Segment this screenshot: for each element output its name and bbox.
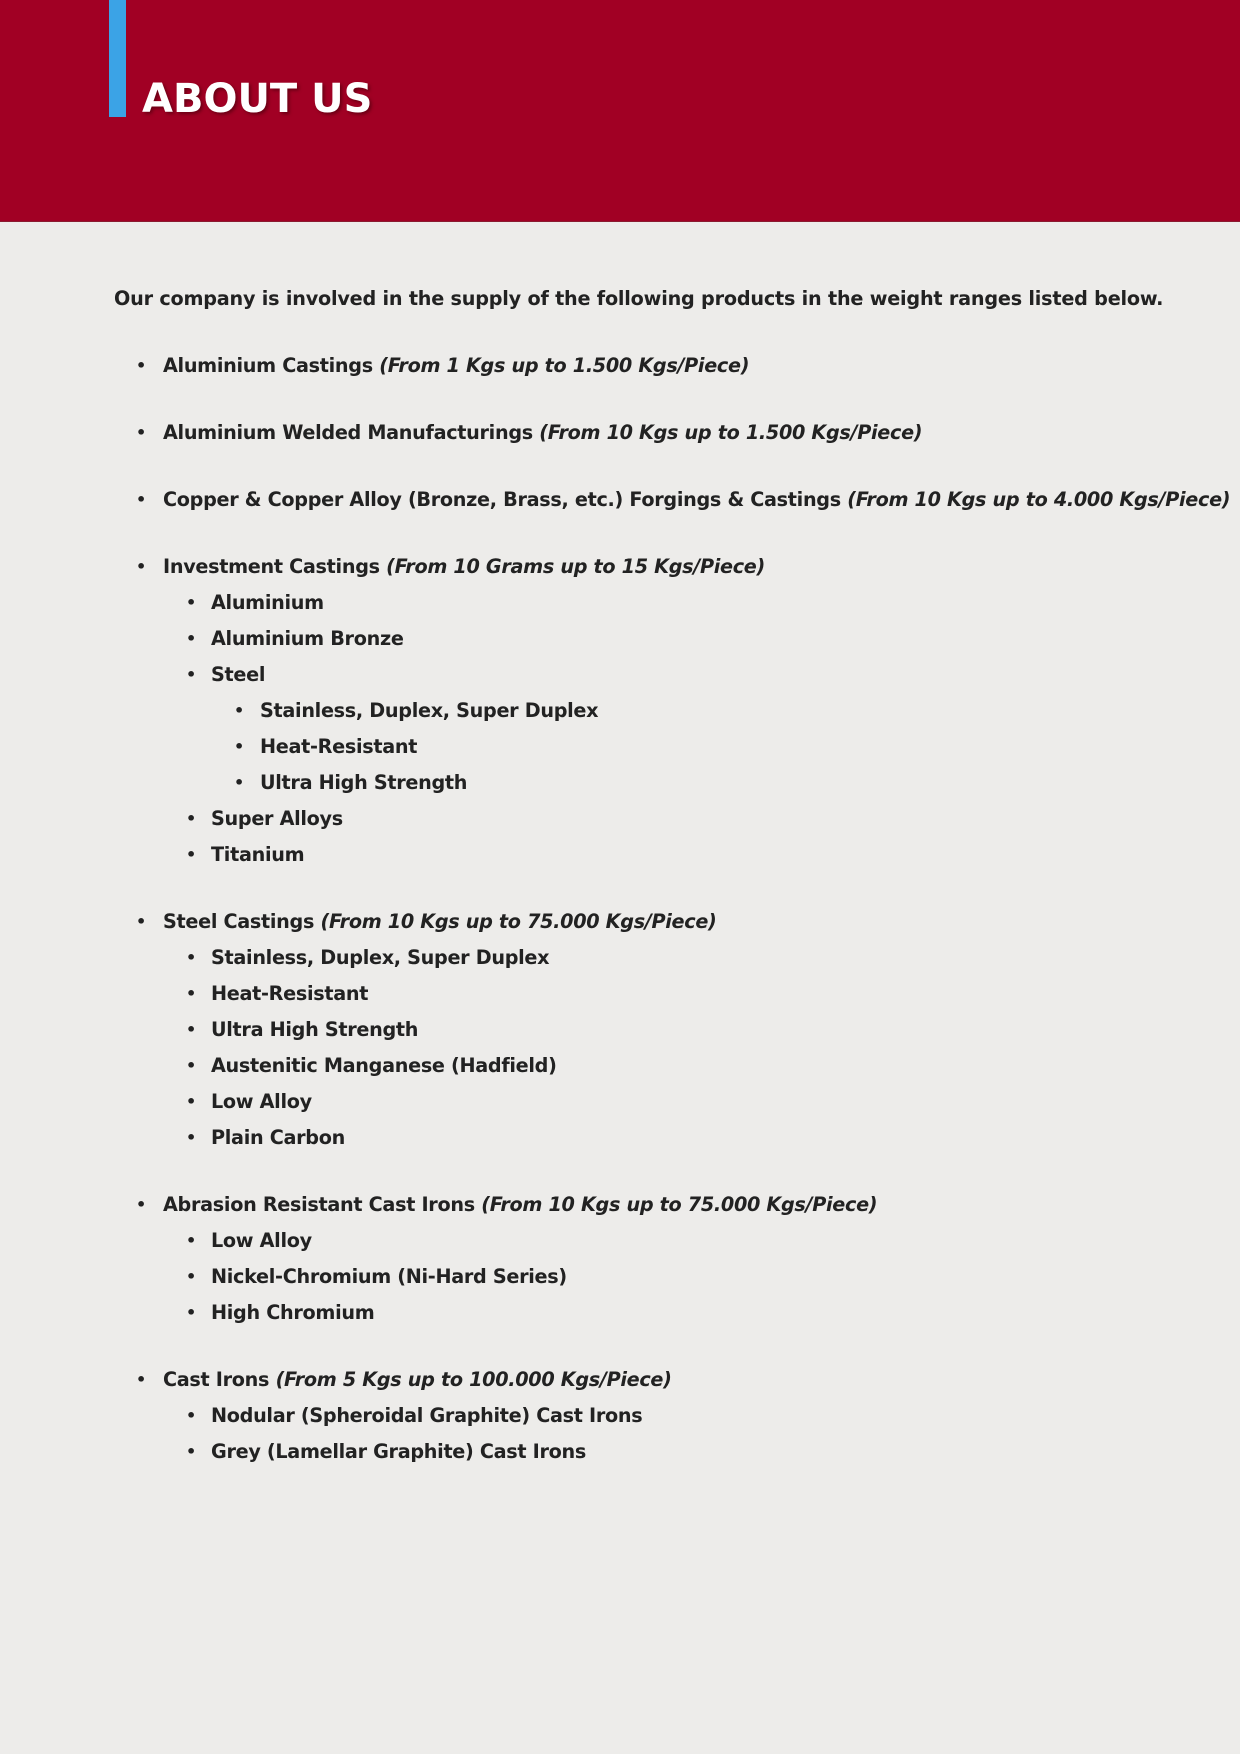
product-name: Aluminium Bronze bbox=[211, 627, 404, 650]
product-subitem bbox=[114, 1120, 1214, 1156]
list-item-row bbox=[114, 904, 1214, 940]
weight-range: (From 10 Kgs up to 1.500 Kgs/Piece) bbox=[539, 421, 923, 444]
product-name: Stainless, Duplex, Super Duplex bbox=[260, 699, 599, 722]
list-item-row bbox=[114, 693, 1214, 729]
product-item bbox=[114, 482, 1231, 518]
product-name: Heat-Resistant bbox=[260, 735, 418, 758]
product-subitem bbox=[114, 1398, 1214, 1434]
product-name: Aluminium bbox=[211, 591, 324, 614]
bullet-icon: • bbox=[234, 773, 244, 792]
product-name: Investment Castings bbox=[163, 555, 380, 578]
bullet-icon: • bbox=[136, 423, 146, 442]
list-item-row bbox=[114, 801, 1214, 837]
weight-range: (From 10 Grams up to 15 Kgs/Piece) bbox=[386, 555, 765, 578]
list-item-row bbox=[114, 1259, 1214, 1295]
bullet-icon: • bbox=[136, 1195, 146, 1214]
product-name: Heat-Resistant bbox=[211, 982, 369, 1005]
bullet-icon: • bbox=[136, 490, 146, 509]
bullet-icon: • bbox=[234, 701, 244, 720]
product-subitem bbox=[114, 976, 1214, 1012]
page-title: ABOUT US bbox=[142, 76, 373, 122]
header-accent-bar bbox=[109, 0, 126, 117]
bullet-icon: • bbox=[186, 1406, 196, 1425]
weight-range: (From 10 Kgs up to 75.000 Kgs/Piece) bbox=[320, 910, 717, 933]
list-item-row bbox=[114, 765, 1214, 801]
bullet-icon: • bbox=[186, 1056, 196, 1075]
product-item bbox=[114, 348, 1214, 384]
list-item-row bbox=[114, 348, 1214, 384]
bullet-icon: • bbox=[186, 1442, 196, 1461]
product-subitem bbox=[114, 657, 1214, 801]
bullet-icon: • bbox=[136, 557, 146, 576]
weight-range: (From 10 Kgs up to 4.000 Kgs/Piece) bbox=[847, 488, 1231, 511]
page-header bbox=[0, 0, 1240, 222]
product-name: Low Alloy bbox=[211, 1229, 312, 1252]
sub-list bbox=[114, 585, 1214, 873]
product-name: Titanium bbox=[211, 843, 305, 866]
product-subitem bbox=[114, 1048, 1214, 1084]
weight-range: (From 5 Kgs up to 100.000 Kgs/Piece) bbox=[275, 1368, 672, 1391]
product-item bbox=[114, 549, 1214, 873]
product-name: Steel bbox=[211, 663, 266, 686]
product-item bbox=[114, 1362, 1214, 1470]
product-name: Ultra High Strength bbox=[260, 771, 468, 794]
product-name: Cast Irons bbox=[163, 1368, 270, 1391]
bullet-icon: • bbox=[186, 1303, 196, 1322]
sub-list bbox=[114, 1398, 1214, 1470]
product-subsubitem bbox=[114, 729, 1214, 765]
list-item-row bbox=[114, 1223, 1214, 1259]
bullet-icon: • bbox=[136, 356, 146, 375]
product-subitem bbox=[114, 1223, 1214, 1259]
list-item-row bbox=[114, 1434, 1214, 1470]
bullet-icon: • bbox=[186, 1092, 196, 1111]
product-name: Stainless, Duplex, Super Duplex bbox=[211, 946, 550, 969]
bullet-icon: • bbox=[136, 912, 146, 931]
bullet-icon: • bbox=[136, 1370, 146, 1389]
bullet-icon: • bbox=[186, 1128, 196, 1147]
list-item-row bbox=[114, 1012, 1214, 1048]
product-name: Austenitic Manganese (Hadfield) bbox=[211, 1054, 557, 1077]
list-item-row bbox=[114, 1048, 1214, 1084]
weight-range: (From 10 Kgs up to 75.000 Kgs/Piece) bbox=[481, 1193, 878, 1216]
list-item-row bbox=[114, 621, 1214, 657]
product-item bbox=[114, 1187, 1214, 1331]
intro-paragraph: Our company is involved in the supply of the following products in the weight ranges listed below. bbox=[114, 287, 1164, 310]
product-subitem bbox=[114, 1295, 1214, 1331]
product-name: Nodular (Spheroidal Graphite) Cast Irons bbox=[211, 1404, 643, 1427]
bullet-icon: • bbox=[186, 809, 196, 828]
bullet-icon: • bbox=[234, 737, 244, 756]
product-name: Ultra High Strength bbox=[211, 1018, 419, 1041]
list-item-row bbox=[114, 729, 1214, 765]
product-name: Super Alloys bbox=[211, 807, 343, 830]
list-item-row bbox=[114, 1362, 1214, 1398]
product-subitem bbox=[114, 1259, 1214, 1295]
product-name: Low Alloy bbox=[211, 1090, 312, 1113]
list-item-row bbox=[114, 1398, 1214, 1434]
weight-range: (From 1 Kgs up to 1.500 Kgs/Piece) bbox=[379, 354, 750, 377]
product-name: High Chromium bbox=[211, 1301, 375, 1324]
list-item-row bbox=[114, 585, 1214, 621]
product-name: Copper & Copper Alloy (Bronze, Brass, etc.) Forgings & Castings bbox=[163, 488, 841, 511]
bullet-icon: • bbox=[186, 948, 196, 967]
product-name: Aluminium Castings bbox=[163, 354, 373, 377]
bullet-icon: • bbox=[186, 593, 196, 612]
product-list bbox=[114, 348, 1231, 1470]
bullet-icon: • bbox=[186, 845, 196, 864]
bullet-icon: • bbox=[186, 1267, 196, 1286]
product-name: Plain Carbon bbox=[211, 1126, 345, 1149]
product-subitem bbox=[114, 801, 1214, 837]
list-item-row bbox=[114, 415, 1214, 451]
list-item-row bbox=[114, 837, 1214, 873]
product-name: Grey (Lamellar Graphite) Cast Irons bbox=[211, 1440, 587, 1463]
list-item-row bbox=[114, 549, 1214, 585]
sub-list bbox=[114, 693, 1214, 801]
list-item-row bbox=[114, 976, 1214, 1012]
bullet-icon: • bbox=[186, 984, 196, 1003]
product-subitem bbox=[114, 1012, 1214, 1048]
list-item-row bbox=[114, 1187, 1214, 1223]
list-item-row bbox=[114, 482, 1231, 518]
bullet-icon: • bbox=[186, 1020, 196, 1039]
sub-list bbox=[114, 940, 1214, 1156]
product-subitem bbox=[114, 1434, 1214, 1470]
list-item-row bbox=[114, 1120, 1214, 1156]
sub-list bbox=[114, 1223, 1214, 1331]
product-item bbox=[114, 415, 1214, 451]
product-subitem bbox=[114, 621, 1214, 657]
bullet-icon: • bbox=[186, 629, 196, 648]
product-name: Abrasion Resistant Cast Irons bbox=[163, 1193, 475, 1216]
bullet-icon: • bbox=[186, 665, 196, 684]
product-subsubitem bbox=[114, 693, 1214, 729]
list-item-row bbox=[114, 1084, 1214, 1120]
product-name: Nickel-Chromium (Ni-Hard Series) bbox=[211, 1265, 567, 1288]
product-subitem bbox=[114, 837, 1214, 873]
list-item-row bbox=[114, 940, 1214, 976]
product-item bbox=[114, 904, 1214, 1156]
product-subitem bbox=[114, 1084, 1214, 1120]
list-item-row bbox=[114, 1295, 1214, 1331]
list-item-row bbox=[114, 657, 1214, 693]
product-subitem bbox=[114, 940, 1214, 976]
product-subitem bbox=[114, 585, 1214, 621]
bullet-icon: • bbox=[186, 1231, 196, 1250]
product-name: Steel Castings bbox=[163, 910, 315, 933]
product-name: Aluminium Welded Manufacturings bbox=[163, 421, 533, 444]
main-content bbox=[114, 284, 1231, 1501]
product-subsubitem bbox=[114, 765, 1214, 801]
